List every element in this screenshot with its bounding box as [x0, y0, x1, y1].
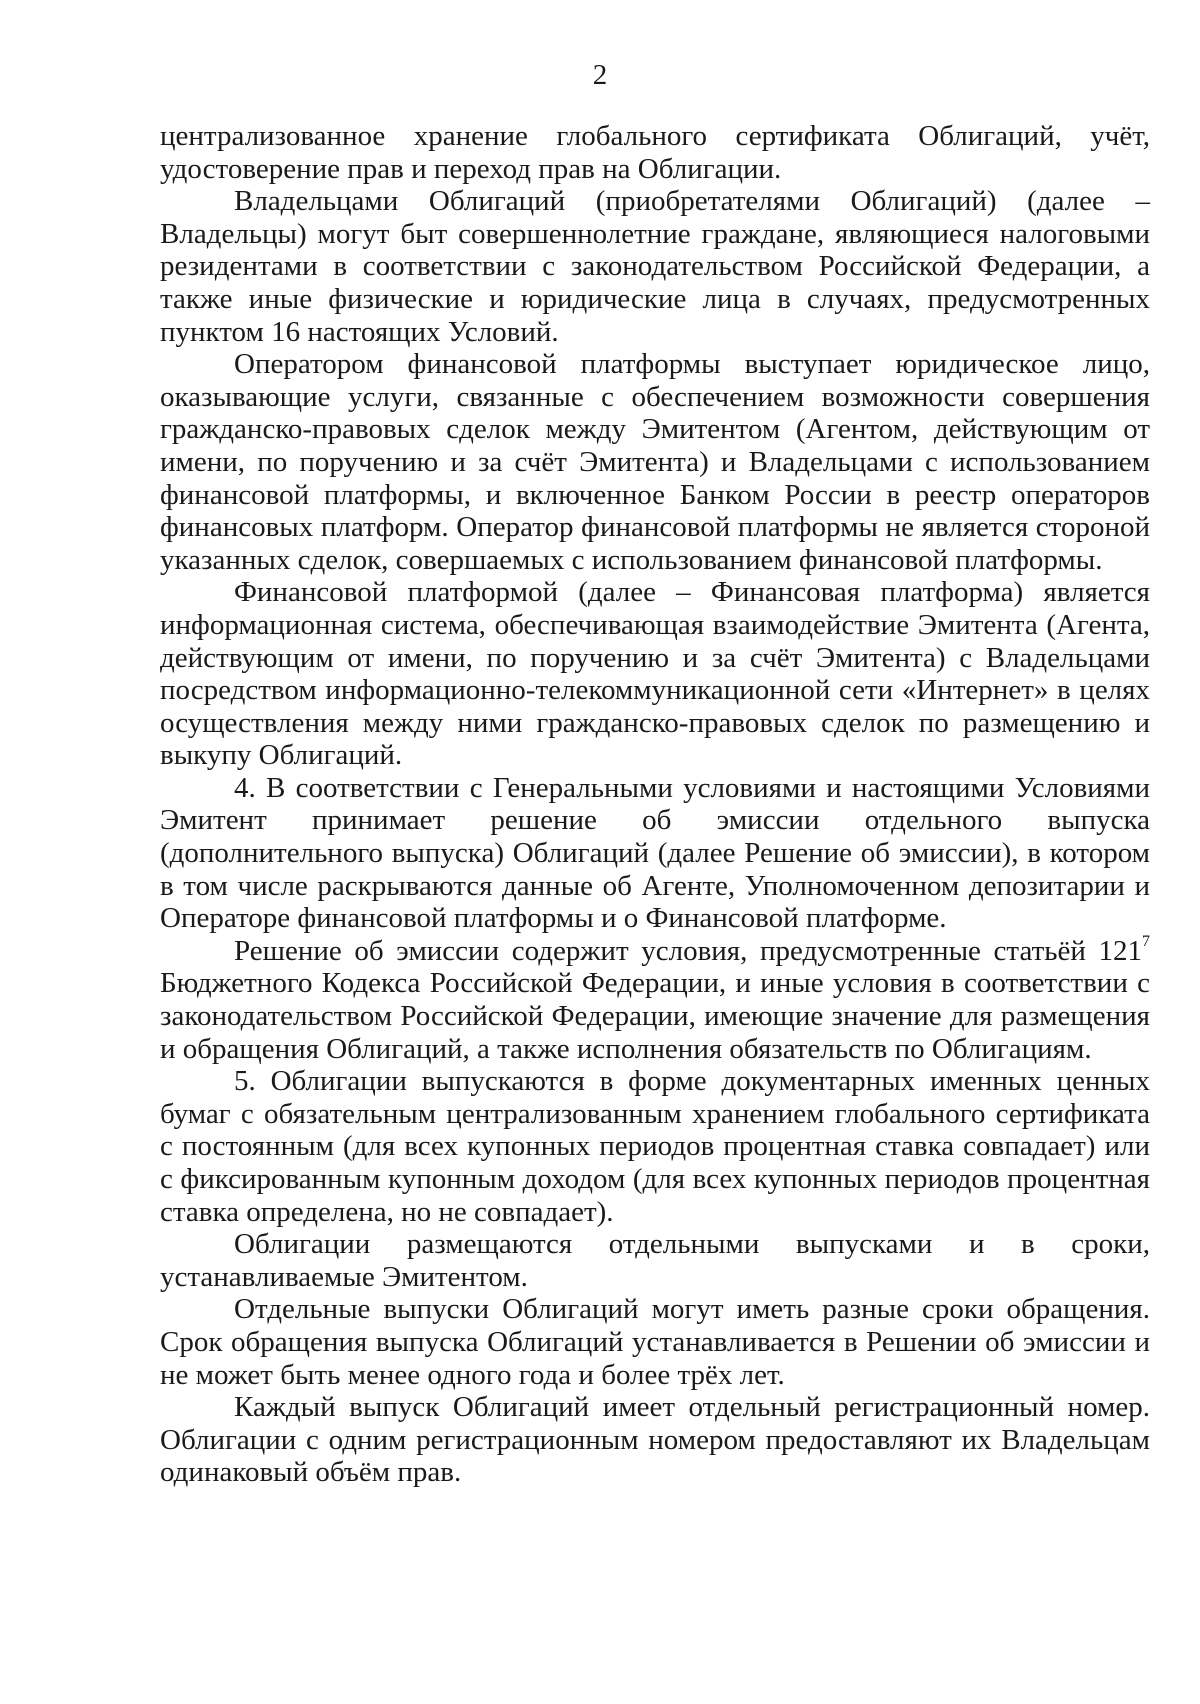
paragraph-continuation: централизованное хранение глобального сертификата Облигаций, учёт, удостоверение прав и переход прав на Облигации. [160, 120, 1150, 185]
paragraph-emission-decision [160, 932, 1150, 1065]
paragraph-clause-4: 4. В соответствии с Генеральными условиями и настоящими Условиями Эмитент принимает решение об эмиссии отдельного выпуска (дополнительного выпуска) Облигаций (далее Решение об эмиссии), в котором в том числе раскрываются данные об Агенте, Уполномоченном депозитарии и Операторе финансовой платформы и о Финансовой платформе. [160, 771, 1150, 935]
paragraph-platform-operator: Оператором финансовой платформы выступает юридическое лицо, оказывающие услуги, связанные с обеспечением возможности совершения гражданско-правовых сделок между Эмитентом (Агентом, действующим от имени, по поручению и за счёт Эмитента) и Владельцами с использованием финансовой платформы, и включенное Банком России в реестр операторов финансовых платформ. Оператор финансовой платформы не является стороной указанных сделок, совершаемых с использованием финансовой платформы. [160, 348, 1150, 576]
paragraph-text: Бюджетного Кодекса Российской Федерации, и иные условия в соответствии с законодательством Российской Федерации, имеющие значение для размещения и обращения Облигаций, а также исполнения обязательств по Облигациям. [160, 967, 1150, 1065]
paragraph-financial-platform: Финансовой платформой (далее – Финансовая платформа) является информационная система, обеспечивающая взаимодействие Эмитента (Агента, действующим от имени, по поручению и за счёт Эмитента) с Владельцами посредством информационно-телекоммуникационной сети «Интернет» в целях осуществления между ними гражданско-правовых сделок по размещению и выкупу Облигаций. [160, 576, 1150, 772]
document-body [160, 120, 1150, 1489]
paragraph-placement: Облигации размещаются отдельными выпусками и в сроки, устанавливаемые Эмитентом. [160, 1228, 1150, 1293]
paragraph-circulation-term: Отдельные выпуски Облигаций могут иметь разные сроки обращения. Срок обращения выпуска Облигаций устанавливается в Решении об эмиссии и не может быть менее одного года и более трёх лет. [160, 1293, 1150, 1391]
paragraph-registration-number: Каждый выпуск Облигаций имеет отдельный регистрационный номер. Облигации с одним регистрационным номером предоставляют их Владельцам одинаковый объём прав. [160, 1391, 1150, 1489]
paragraph-text: Решение об эмиссии содержит условия, предусмотренные статьёй 121 [234, 934, 1142, 967]
article-superscript: 7 [1142, 932, 1150, 950]
page-number: 2 [592, 59, 608, 91]
paragraph-clause-5: 5. Облигации выпускаются в форме документарных именных ценных бумаг с обязательным централизованным хранением глобального сертификата с постоянным (для всех купонных периодов процентная ставка совпадает) или с фиксированным купонным доходом (для всех купонных периодов процентная ставка определена, но не совпадает). [160, 1065, 1150, 1228]
paragraph-owners: Владельцами Облигаций (приобретателями Облигаций) (далее – Владельцы) могут быт совершеннолетние граждане, являющиеся налоговыми резидентами в соответствии с законодательством Российской Федерации, а также иные физические и юридические лица в случаях, предусмотренных пунктом 16 настоящих Условий. [160, 185, 1150, 348]
